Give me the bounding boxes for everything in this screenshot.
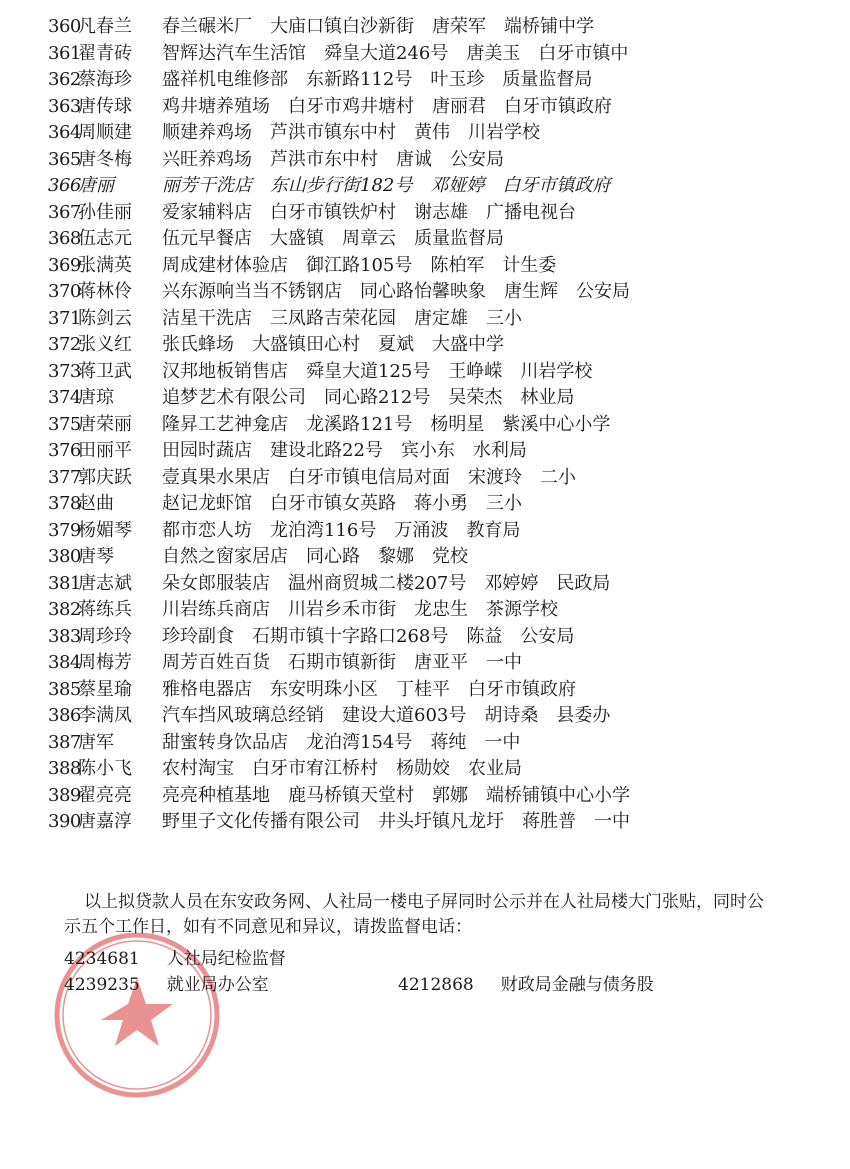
applicant-name: 唐丽 xyxy=(78,175,114,196)
contact-phone: 4239235 xyxy=(64,975,140,995)
business-address: 建设大道603号 xyxy=(342,705,467,726)
business-address: 芦洪市东中村 xyxy=(270,148,378,170)
list-item xyxy=(48,14,828,41)
guarantor-name: 黎娜 xyxy=(378,546,414,567)
guarantor-name: 唐丽君 xyxy=(432,95,486,117)
applicant-name: 周珍玲 xyxy=(78,625,132,647)
row-number: 379 xyxy=(48,519,81,541)
row-number: 387 xyxy=(48,731,81,753)
guarantor-unit: 大盛中学 xyxy=(432,334,504,355)
contact-employment-office xyxy=(64,970,269,995)
business-address: 大庙口镇白沙新街 xyxy=(270,16,414,37)
row-number: 370 xyxy=(48,281,81,302)
row-number: 376 xyxy=(48,440,81,461)
business-name: 周芳百姓百货 xyxy=(162,652,270,673)
business-name: 甜蜜转身饮品店 xyxy=(162,731,288,753)
applicant-name: 周梅芳 xyxy=(78,652,132,673)
guarantor-unit: 二小 xyxy=(540,466,576,488)
business-name: 兴东源响当当不锈钢店 xyxy=(162,281,342,302)
applicant-name: 唐琼 xyxy=(78,387,114,408)
guarantor-unit: 教育局 xyxy=(466,519,521,541)
list-item xyxy=(48,226,828,253)
business-name: 赵记龙虾馆 xyxy=(162,493,252,514)
business-address: 东新路112号 xyxy=(306,69,413,90)
guarantor-unit: 计生委 xyxy=(502,254,557,276)
list-item xyxy=(48,412,828,439)
applicant-name: 唐军 xyxy=(78,731,114,753)
business-address: 白牙市镇铁炉村 xyxy=(270,201,396,223)
contact-phone: 4234681 xyxy=(64,949,140,969)
guarantor-unit: 质量监督局 xyxy=(414,228,504,249)
guarantor-unit: 公安局 xyxy=(576,281,630,302)
list-item xyxy=(48,173,828,200)
applicant-name: 蔡星瑜 xyxy=(78,678,132,700)
row-number: 372 xyxy=(48,334,81,355)
guarantor-name: 蒋胜普 xyxy=(522,811,576,832)
applicant-name: 唐传球 xyxy=(78,95,132,117)
guarantor-unit: 一中 xyxy=(486,652,522,673)
guarantor-name: 唐定雄 xyxy=(414,307,468,329)
applicant-name: 唐荣丽 xyxy=(78,413,132,435)
guarantor-unit: 一中 xyxy=(594,811,630,832)
business-name: 张氏蜂场 xyxy=(162,334,234,355)
row-number: 389 xyxy=(48,784,81,806)
guarantor-name: 蒋纯 xyxy=(430,731,467,753)
business-address: 御江路105号 xyxy=(306,254,413,276)
guarantor-unit: 白牙市镇政府 xyxy=(504,95,612,117)
business-name: 野里子文化传播有限公司 xyxy=(162,811,360,832)
guarantor-name: 邓娅婷 xyxy=(430,175,485,196)
guarantor-unit: 川岩学校 xyxy=(520,360,593,382)
business-address: 白牙市宥江桥村 xyxy=(252,758,378,779)
guarantor-unit: 水利局 xyxy=(472,440,527,461)
contact-phone: 4212868 xyxy=(398,975,474,995)
guarantor-name: 邓婷婷 xyxy=(484,572,539,594)
guarantor-name: 宾小东 xyxy=(400,440,455,461)
business-address: 大盛镇田心村 xyxy=(252,334,360,355)
guarantor-name: 唐荣军 xyxy=(432,16,486,37)
guarantor-name: 王峥嵘 xyxy=(448,360,503,382)
business-address: 龙溪路121号 xyxy=(306,413,413,435)
business-address: 白牙市镇电信局对面 xyxy=(288,466,450,488)
business-address: 东安明珠小区 xyxy=(270,678,378,700)
list-item xyxy=(48,279,828,306)
business-name: 珍玲副食 xyxy=(162,625,234,647)
business-address: 龙泊湾154号 xyxy=(306,731,413,753)
list-item xyxy=(48,67,828,94)
business-name: 田园时蔬店 xyxy=(162,440,252,461)
row-number: 364 xyxy=(48,122,81,143)
row-number: 377 xyxy=(48,466,81,488)
applicant-name: 凡春兰 xyxy=(78,16,132,37)
business-name: 川岩练兵商店 xyxy=(162,599,270,620)
applicant-name: 张满英 xyxy=(78,254,132,276)
list-item xyxy=(48,94,828,121)
guarantor-name: 丁桂平 xyxy=(396,678,450,700)
business-address: 川岩乡禾市街 xyxy=(288,599,396,620)
guarantor-name: 唐诚 xyxy=(396,148,432,170)
guarantor-name: 周章云 xyxy=(342,228,396,249)
list-item xyxy=(48,332,828,359)
guarantor-name: 蒋小勇 xyxy=(414,493,468,514)
list-item xyxy=(48,650,828,677)
guarantor-unit: 公安局 xyxy=(450,148,504,170)
guarantor-unit: 三小 xyxy=(486,493,522,514)
applicant-name: 唐冬梅 xyxy=(78,148,132,170)
applicant-name: 李满凤 xyxy=(78,705,132,726)
applicant-name: 蔡海珍 xyxy=(78,69,132,90)
applicant-name: 张义红 xyxy=(78,334,132,355)
applicant-name: 蒋卫武 xyxy=(78,360,132,382)
business-name: 春兰碾米厂 xyxy=(162,16,252,37)
business-name: 丽芳干洗店 xyxy=(162,175,252,196)
business-address: 同心路怡馨映象 xyxy=(360,281,486,302)
guarantor-name: 谢志雄 xyxy=(414,201,468,223)
business-address: 大盛镇 xyxy=(270,228,324,249)
contact-label: 财政局金融与债务股 xyxy=(500,975,654,995)
business-address: 白牙市镇女英路 xyxy=(270,493,396,514)
applicant-name: 孙佳丽 xyxy=(78,201,132,223)
list-item xyxy=(48,756,828,783)
business-name: 自然之窗家居店 xyxy=(162,546,288,567)
list-item xyxy=(48,438,828,465)
list-item xyxy=(48,120,828,147)
business-name: 爱家辅料店 xyxy=(162,201,252,223)
business-address: 温州商贸城二楼207号 xyxy=(288,572,467,594)
row-number: 385 xyxy=(48,678,81,700)
guarantor-name: 叶玉珍 xyxy=(430,69,485,90)
business-address: 同心路212号 xyxy=(324,387,431,408)
row-number: 373 xyxy=(48,360,81,382)
row-number: 388 xyxy=(48,758,81,779)
list-item xyxy=(48,597,828,624)
guarantor-unit: 白牙市镇政府 xyxy=(468,678,576,700)
applicant-name: 唐志斌 xyxy=(78,572,132,594)
guarantor-name: 宋渡玲 xyxy=(468,466,522,488)
list-item xyxy=(48,465,828,492)
list-item xyxy=(48,518,828,545)
row-number: 382 xyxy=(48,599,81,620)
row-number: 365 xyxy=(48,148,81,170)
list-item xyxy=(48,385,828,412)
business-address: 舜皇大道125号 xyxy=(306,360,431,382)
business-name: 智辉达汽车生活馆 xyxy=(162,42,306,64)
guarantor-unit: 公安局 xyxy=(520,625,575,647)
row-number: 384 xyxy=(48,652,81,673)
row-number: 386 xyxy=(48,705,81,726)
business-address: 舜皇大道246号 xyxy=(324,42,449,64)
applicant-name: 陈剑云 xyxy=(78,307,132,329)
guarantor-unit: 茶源学校 xyxy=(486,599,558,620)
row-number: 383 xyxy=(48,625,81,647)
list-item xyxy=(48,624,828,651)
business-name: 鸡井塘养殖场 xyxy=(162,95,270,117)
list-item xyxy=(48,253,828,280)
guarantor-unit: 民政局 xyxy=(556,572,611,594)
guarantor-unit: 白牙市镇中 xyxy=(538,42,629,64)
guarantor-name: 陈柏军 xyxy=(430,254,485,276)
applicant-name: 翟亮亮 xyxy=(78,784,132,806)
contact-label: 就业局办公室 xyxy=(166,975,269,995)
guarantor-name: 胡诗桑 xyxy=(484,705,539,726)
business-address: 同心路 xyxy=(306,546,360,567)
row-number: 360 xyxy=(48,16,81,37)
guarantor-name: 唐美玉 xyxy=(466,42,521,64)
business-name: 亮亮种植基地 xyxy=(162,784,270,806)
list-item xyxy=(48,491,828,518)
business-name: 雅格电器店 xyxy=(162,678,252,700)
guarantor-name: 杨勋姣 xyxy=(396,758,450,779)
business-address: 龙泊湾116号 xyxy=(270,519,377,541)
applicant-name: 蒋林伶 xyxy=(78,281,132,302)
guarantor-unit: 端桥铺镇中心小学 xyxy=(486,784,630,806)
applicant-name: 唐嘉淳 xyxy=(78,811,132,832)
business-name: 顺建养鸡场 xyxy=(162,122,252,143)
row-number: 375 xyxy=(48,413,81,435)
guarantor-name: 杨明星 xyxy=(430,413,485,435)
guarantor-name: 唐亚平 xyxy=(414,652,468,673)
list-item xyxy=(48,306,828,333)
contact-hr-supervision xyxy=(64,944,286,969)
guarantor-unit: 县委办 xyxy=(556,705,611,726)
list-item xyxy=(48,147,828,174)
business-address: 白牙市鸡井塘村 xyxy=(288,95,414,117)
business-name: 朵女郎服装店 xyxy=(162,572,270,594)
business-address: 井头圩镇凡龙圩 xyxy=(378,811,504,832)
row-number: 368 xyxy=(48,228,81,249)
applicant-name: 唐琴 xyxy=(78,546,114,567)
row-number: 361 xyxy=(48,42,81,64)
list-item xyxy=(48,703,828,730)
list-item xyxy=(48,359,828,386)
business-name: 隆昇工艺神龛店 xyxy=(162,413,288,435)
guarantor-unit: 党校 xyxy=(432,546,468,567)
business-name: 追梦艺术有限公司 xyxy=(162,387,306,408)
guarantor-unit: 白牙市镇政府 xyxy=(502,175,611,196)
guarantor-name: 陈益 xyxy=(466,625,503,647)
guarantor-unit: 一中 xyxy=(484,731,521,753)
row-number: 366 xyxy=(48,175,81,196)
guarantor-name: 龙忠生 xyxy=(414,599,468,620)
guarantor-unit: 紫溪中心小学 xyxy=(502,413,611,435)
list-item xyxy=(48,730,828,757)
guarantor-unit: 质量监督局 xyxy=(502,69,593,90)
applicant-name: 郭庆跃 xyxy=(78,466,132,488)
business-name: 伍元早餐店 xyxy=(162,228,252,249)
row-number: 378 xyxy=(48,493,81,514)
guarantor-unit: 川岩学校 xyxy=(468,122,540,143)
applicant-name: 赵曲 xyxy=(78,493,114,514)
applicant-name: 蒋练兵 xyxy=(78,599,132,620)
row-number: 371 xyxy=(48,307,81,329)
business-name: 汽车挡风玻璃总经销 xyxy=(162,705,324,726)
applicant-name: 陈小飞 xyxy=(78,758,132,779)
guarantor-unit: 三小 xyxy=(486,307,522,329)
guarantor-unit: 广播电视台 xyxy=(486,201,576,223)
business-name: 盛祥机电维修部 xyxy=(162,69,288,90)
list-item xyxy=(48,677,828,704)
business-address: 鹿马桥镇天堂村 xyxy=(288,784,414,806)
applicant-name: 伍志元 xyxy=(78,228,132,249)
business-name: 兴旺养鸡场 xyxy=(162,148,252,170)
applicant-name: 翟青砖 xyxy=(78,42,132,64)
row-number: 362 xyxy=(48,69,81,90)
guarantor-unit: 端桥铺中学 xyxy=(504,16,594,37)
business-name: 农村淘宝 xyxy=(162,758,234,779)
list-item xyxy=(48,571,828,598)
row-number: 367 xyxy=(48,201,81,223)
guarantor-name: 唐生辉 xyxy=(504,281,558,302)
business-address: 三凤路吉荣花园 xyxy=(270,307,396,329)
guarantor-name: 万涌波 xyxy=(394,519,449,541)
list-item xyxy=(48,783,828,810)
list-item xyxy=(48,200,828,227)
guarantor-name: 吴荣杰 xyxy=(448,387,503,408)
business-address: 建设北路22号 xyxy=(270,440,383,461)
row-number: 369 xyxy=(48,254,81,276)
list-item xyxy=(48,41,828,68)
applicant-name: 田丽平 xyxy=(78,440,132,461)
contact-label: 人社局纪检监督 xyxy=(166,949,286,969)
row-number: 381 xyxy=(48,572,81,594)
guarantor-name: 黄伟 xyxy=(414,122,450,143)
business-address: 芦洪市镇东中村 xyxy=(270,122,396,143)
notice-text: 以上拟贷款人员在东安政务网、人社局一楼电子屏同时公示并在人社局楼大门张贴，同时公示五个工作日，如有不同意见和异议，请拨监督电话： xyxy=(64,892,764,937)
business-name: 壹真果水果店 xyxy=(162,466,270,488)
business-address: 石期市镇十字路口268号 xyxy=(252,625,449,647)
guarantor-name: 夏斌 xyxy=(378,334,414,355)
business-name: 周成建材体验店 xyxy=(162,254,288,276)
list-item xyxy=(48,809,828,836)
list-item xyxy=(48,544,828,571)
guarantor-name: 郭娜 xyxy=(432,784,468,806)
applicant-name: 杨媚琴 xyxy=(78,519,132,541)
loan-applicant-list xyxy=(48,14,828,836)
business-name: 汉邦地板销售店 xyxy=(162,360,288,382)
business-name: 洁星干洗店 xyxy=(162,307,252,329)
contact-finance-bureau xyxy=(398,970,654,995)
public-notice xyxy=(64,890,764,940)
row-number: 363 xyxy=(48,95,81,117)
guarantor-unit: 林业局 xyxy=(520,387,575,408)
row-number: 390 xyxy=(48,811,81,832)
business-name: 都市恋人坊 xyxy=(162,519,252,541)
guarantor-unit: 农业局 xyxy=(468,758,522,779)
business-address: 东山步行街182号 xyxy=(270,175,413,196)
row-number: 380 xyxy=(48,546,81,567)
applicant-name: 周顺建 xyxy=(78,122,132,143)
business-address: 石期市镇新街 xyxy=(288,652,396,673)
row-number: 374 xyxy=(48,387,81,408)
